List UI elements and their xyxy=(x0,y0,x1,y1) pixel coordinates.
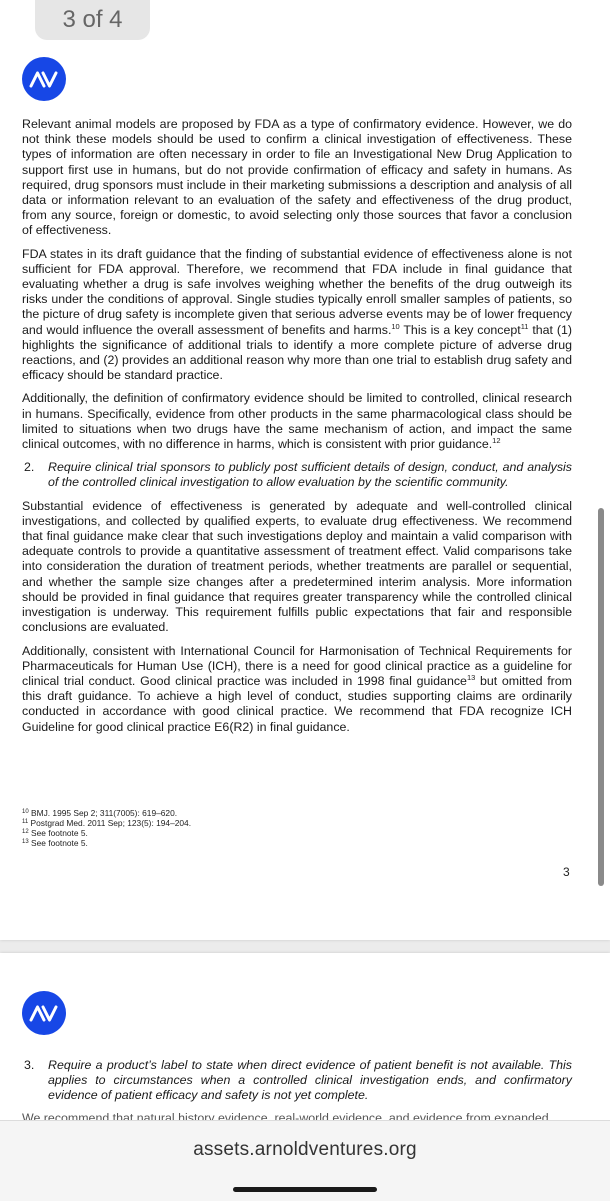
recommendation-text: Require a product’s label to state when direct evidence of patient benefit is not available. This applies to circumstances when a controlled clinical investigation ends, and confirmatory evidence of patient efficacy and safety is not yet complete. xyxy=(48,1058,572,1103)
recommendation-text: Require clinical trial sponsors to publicly post sufficient details of design, conduct, and analysis of the controlled clinical investigation to allow evaluation by the scientific community. xyxy=(48,460,572,490)
page-number: 3 xyxy=(563,865,570,879)
scrollbar-thumb[interactable] xyxy=(598,508,604,886)
footnotes xyxy=(22,808,422,848)
paragraph-fda-safety: FDA states in its draft guidance that the finding of substantial evidence of effectiveness alone is not sufficient for FDA approval. Therefore, we recommend that FDA include in final guidance that evaluating whether a drug is safe involves weighing whether the benefits of the drug outweigh its risks under the conditions of approval. Single studies typically enroll smaller samples of patients, so the picture of drug safety is incomplete given that serious adverse events may be of lower frequency and would influence the overall assessment of benefits and harms.$^{10}$ This is a key concept$^{11}$ that (1) highlights the significance of additional trials to identify a more complete picture of adverse drug reactions, and (2) provides an additional reason why more than one trial to establish drug safety and efficacy should be standard practice. xyxy=(22,246,572,383)
paragraph-ich: Additionally, consistent with International Council for Harmonisation of Technical Requirements for Pharmaceuticals for Human Use (ICH), there is a need for good clinical practice as a guideline for clinical trial conduct. Good clinical practice was included in 1998 final guidance$^{13}$ but omitted from this draft guidance. To achieve a high level of conduct, studies supporting claims are ordinarily conducted in accordance with good clinical practice. We recommend that FDA recognize ICH Guideline for good clinical practice E6(R2) in final guidance. xyxy=(22,643,573,734)
recommendation-2 xyxy=(22,460,572,490)
recommendation-number: 2. xyxy=(24,460,35,475)
clipped-text-line xyxy=(22,1111,572,1116)
browser-bottom-bar xyxy=(0,1120,610,1201)
footnote: $^{13}$ See footnote 5. xyxy=(22,838,88,848)
footnote-ref-12[interactable]: 12 xyxy=(492,436,501,446)
paragraph-confirmatory-evidence: Additionally, the definition of confirmatory evidence should be limited to controlled, clinical research in humans. Specifically, evidence from other products in the same pharmacological class should be limited to situations when two drugs have the same mechanism of action, and impact the same clinical outcomes, with no difference in harms, which is consistent with prior guidance.$^{12}$ xyxy=(22,391,572,452)
av-logo-mark xyxy=(22,991,66,1035)
paragraph-animal-models: Relevant animal models are proposed by FDA as a type of confirmatory evidence. However, we do not think these models should be used to confirm a clinical investigation of effectiveness. These types of information are often necessary in order to file an Investigational New Drug Application to support first use in humans, but do not provide confirmation of efficacy and safety in humans. As required, drug sponsors must include in their marketing submissions a description and analysis of all data or information relevant to an evaluation of the safety and effectiveness of the drug product, from any source, foreign or domestic, to avoid selecting only those sources that favor a conclusion of effectiveness. xyxy=(22,117,572,238)
footnote-ref-11[interactable]: 11 xyxy=(520,321,529,331)
arnold-ventures-logo xyxy=(22,57,66,101)
footnote: $^{12}$ See footnote 5. xyxy=(22,828,88,838)
page-body xyxy=(22,117,572,743)
footnote-ref-10[interactable]: 10 xyxy=(391,321,400,331)
url-bar[interactable]: assets.arnoldventures.org xyxy=(193,1139,417,1160)
recommendation-number: 3. xyxy=(24,1058,35,1072)
arnold-ventures-logo xyxy=(22,991,66,1035)
page-body xyxy=(22,1058,572,1112)
page-indicator: 3 of 4 xyxy=(35,0,150,40)
footnote-ref-13[interactable]: 13 xyxy=(466,672,476,682)
recommendation-3 xyxy=(22,1058,572,1104)
home-indicator xyxy=(233,1187,377,1192)
paragraph-substantial-evidence: Substantial evidence of effectiveness is generated by adequate and well-controlled clinical investigations, and collected by qualified experts, to evaluate drug effectiveness. We recommend that final guidance make clear that such investigations deploy and maintain a valid comparison with adequate controls to provide a quantitative assessment of treatment effect. Valid comparisons take into consideration the duration of treatment periods, whether treatments are parallel or sequential, and whether the sample size changes after a predetermined interim analysis. More information should be provided in final guidance that requires greater transparency while the controlled clinical investigation is underway. This requirement fulfills public expectations that fair and responsible conclusions are evaluated. xyxy=(22,498,572,635)
av-logo-mark xyxy=(22,57,66,101)
footnote: $^{11}$ Postgrad Med. 2011 Sep; 123(5): 194–204. xyxy=(22,818,192,828)
footnote: $^{10}$ BMJ. 1995 Sep 2; 311(7005): 619–620. xyxy=(22,808,178,818)
